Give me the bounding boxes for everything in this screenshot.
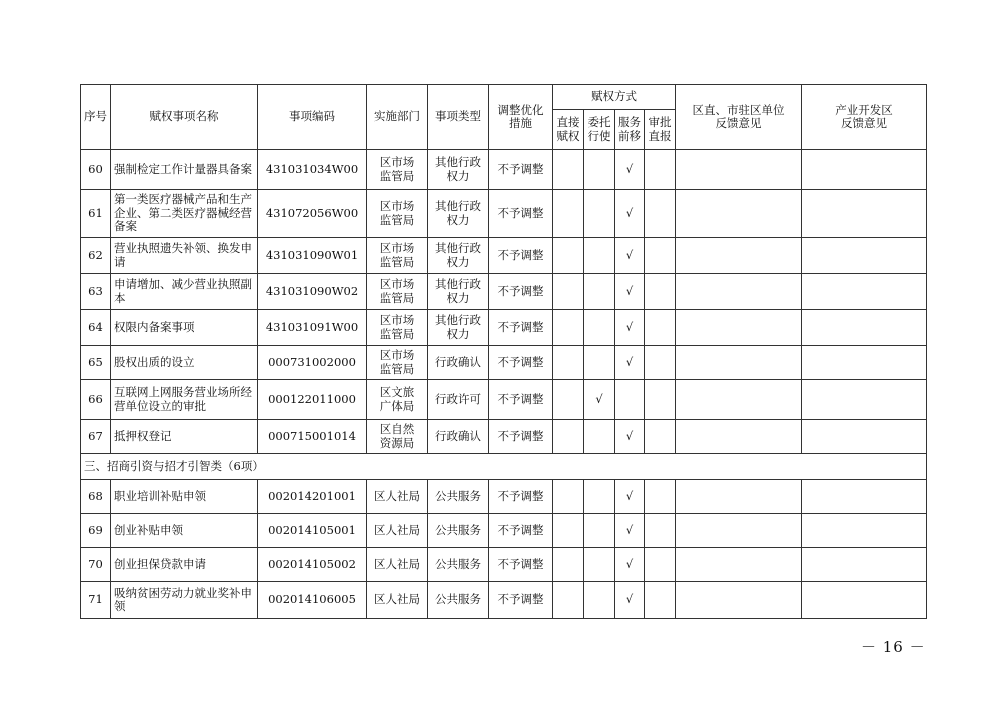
row-method-direct <box>553 346 584 380</box>
row-method-service: √ <box>615 274 645 310</box>
header-method: 赋权方式 <box>553 85 676 110</box>
row-code: 000715001014 <box>258 420 367 454</box>
row-name: 创业担保贷款申请 <box>111 548 258 582</box>
row-name: 营业执照遗失补领、换发申请 <box>111 238 258 274</box>
row-method-direct <box>553 310 584 346</box>
row-feedback-industry <box>802 150 927 190</box>
row-dept: 区人社局 <box>367 514 428 548</box>
row-dept: 区市场 监管局 <box>367 190 428 238</box>
row-feedback-district <box>676 514 802 548</box>
header-seq: 序号 <box>81 85 111 150</box>
row-method-direct <box>553 274 584 310</box>
row-feedback-industry <box>802 274 927 310</box>
row-seq: 63 <box>81 274 111 310</box>
row-name: 职业培训补贴申领 <box>111 480 258 514</box>
row-adjust: 不予调整 <box>489 582 553 619</box>
table-row <box>81 346 927 380</box>
row-code: 431031091W00 <box>258 310 367 346</box>
row-method-direct <box>553 582 584 619</box>
row-code: 002014201001 <box>258 480 367 514</box>
row-adjust: 不予调整 <box>489 310 553 346</box>
row-adjust: 不予调整 <box>489 190 553 238</box>
row-type: 其他行政 权力 <box>428 190 489 238</box>
row-method-service: √ <box>615 346 645 380</box>
row-method-report <box>645 420 676 454</box>
header-code: 事项编码 <box>258 85 367 150</box>
row-code: 000122011000 <box>258 380 367 420</box>
row-type: 公共服务 <box>428 582 489 619</box>
row-feedback-industry <box>802 310 927 346</box>
row-method-entrust: √ <box>584 380 615 420</box>
table-row <box>81 238 927 274</box>
row-method-service: √ <box>615 310 645 346</box>
row-method-entrust <box>584 310 615 346</box>
table-row <box>81 274 927 310</box>
table-row <box>81 582 927 619</box>
row-feedback-district <box>676 238 802 274</box>
row-method-direct <box>553 514 584 548</box>
row-feedback-industry <box>802 420 927 454</box>
row-method-entrust <box>584 514 615 548</box>
header-method-report: 审批 直报 <box>645 110 676 150</box>
row-name: 吸纳贫困劳动力就业奖补申领 <box>111 582 258 619</box>
row-feedback-industry <box>802 380 927 420</box>
page-number: － 16 － <box>861 638 926 656</box>
row-seq: 67 <box>81 420 111 454</box>
row-feedback-district <box>676 548 802 582</box>
row-dept: 区市场 监管局 <box>367 150 428 190</box>
row-type: 其他行政 权力 <box>428 310 489 346</box>
header-dept: 实施部门 <box>367 85 428 150</box>
row-adjust: 不予调整 <box>489 514 553 548</box>
row-adjust: 不予调整 <box>489 420 553 454</box>
section-heading: 三、招商引资与招才引智类（6项） <box>81 454 927 480</box>
row-method-report <box>645 190 676 238</box>
row-method-direct <box>553 238 584 274</box>
row-method-service: √ <box>615 420 645 454</box>
row-seq: 61 <box>81 190 111 238</box>
row-feedback-industry <box>802 238 927 274</box>
row-type: 行政确认 <box>428 420 489 454</box>
row-method-entrust <box>584 420 615 454</box>
row-method-entrust <box>584 274 615 310</box>
table-row <box>81 150 927 190</box>
row-name: 互联网上网服务营业场所经营单位设立的审批 <box>111 380 258 420</box>
row-type: 公共服务 <box>428 514 489 548</box>
table-row <box>81 420 927 454</box>
row-feedback-industry <box>802 346 927 380</box>
row-dept: 区市场 监管局 <box>367 346 428 380</box>
row-feedback-industry <box>802 480 927 514</box>
row-feedback-industry <box>802 514 927 548</box>
row-method-direct <box>553 380 584 420</box>
row-method-report <box>645 150 676 190</box>
row-feedback-district <box>676 150 802 190</box>
row-method-direct <box>553 150 584 190</box>
table-row <box>81 514 927 548</box>
row-method-report <box>645 274 676 310</box>
row-type: 其他行政 权力 <box>428 238 489 274</box>
row-seq: 65 <box>81 346 111 380</box>
row-adjust: 不予调整 <box>489 238 553 274</box>
row-feedback-district <box>676 190 802 238</box>
row-seq: 60 <box>81 150 111 190</box>
row-adjust: 不予调整 <box>489 274 553 310</box>
row-feedback-industry <box>802 548 927 582</box>
row-seq: 71 <box>81 582 111 619</box>
row-name: 权限内备案事项 <box>111 310 258 346</box>
row-method-entrust <box>584 238 615 274</box>
row-name: 第一类医疗器械产品和生产企业、第二类医疗器械经营备案 <box>111 190 258 238</box>
row-dept: 区自然 资源局 <box>367 420 428 454</box>
row-method-direct <box>553 190 584 238</box>
row-feedback-district <box>676 420 802 454</box>
row-method-report <box>645 380 676 420</box>
row-seq: 62 <box>81 238 111 274</box>
row-method-service <box>615 380 645 420</box>
row-method-service: √ <box>615 582 645 619</box>
row-seq: 69 <box>81 514 111 548</box>
row-type: 公共服务 <box>428 480 489 514</box>
row-dept: 区市场 监管局 <box>367 274 428 310</box>
row-method-service: √ <box>615 238 645 274</box>
row-method-entrust <box>584 582 615 619</box>
header-adjust: 调整优化 措施 <box>489 85 553 150</box>
row-type: 公共服务 <box>428 548 489 582</box>
row-adjust: 不予调整 <box>489 480 553 514</box>
row-method-report <box>645 346 676 380</box>
row-method-service: √ <box>615 480 645 514</box>
row-type: 其他行政 权力 <box>428 274 489 310</box>
table-row <box>81 310 927 346</box>
row-dept: 区人社局 <box>367 582 428 619</box>
row-code: 431072056W00 <box>258 190 367 238</box>
row-type: 行政确认 <box>428 346 489 380</box>
row-method-report <box>645 238 676 274</box>
row-adjust: 不予调整 <box>489 548 553 582</box>
item-table <box>80 84 927 619</box>
row-method-report <box>645 310 676 346</box>
row-method-direct <box>553 420 584 454</box>
row-name: 强制检定工作计量器具备案 <box>111 150 258 190</box>
row-feedback-district <box>676 346 802 380</box>
row-feedback-district <box>676 380 802 420</box>
row-type: 其他行政 权力 <box>428 150 489 190</box>
row-method-entrust <box>584 346 615 380</box>
row-feedback-district <box>676 310 802 346</box>
row-feedback-district <box>676 582 802 619</box>
table-row <box>81 548 927 582</box>
header-feedback-district: 区直、市驻区单位 反馈意见 <box>676 85 802 150</box>
row-name: 申请增加、减少营业执照副本 <box>111 274 258 310</box>
row-dept: 区文旅 广体局 <box>367 380 428 420</box>
row-method-entrust <box>584 480 615 514</box>
row-dept: 区人社局 <box>367 548 428 582</box>
row-dept: 区人社局 <box>367 480 428 514</box>
row-code: 431031090W02 <box>258 274 367 310</box>
table-row <box>81 190 927 238</box>
row-method-report <box>645 548 676 582</box>
row-method-service: √ <box>615 150 645 190</box>
row-type: 行政许可 <box>428 380 489 420</box>
row-dept: 区市场 监管局 <box>367 310 428 346</box>
row-method-report <box>645 514 676 548</box>
row-adjust: 不予调整 <box>489 150 553 190</box>
row-code: 000731002000 <box>258 346 367 380</box>
row-seq: 70 <box>81 548 111 582</box>
row-seq: 64 <box>81 310 111 346</box>
header-name: 赋权事项名称 <box>111 85 258 150</box>
row-method-service: √ <box>615 514 645 548</box>
row-code: 431031090W01 <box>258 238 367 274</box>
header-type: 事项类型 <box>428 85 489 150</box>
header-feedback-industry: 产业开发区 反馈意见 <box>802 85 927 150</box>
row-method-service: √ <box>615 190 645 238</box>
row-code: 002014105002 <box>258 548 367 582</box>
row-dept: 区市场 监管局 <box>367 238 428 274</box>
row-name: 创业补贴申领 <box>111 514 258 548</box>
row-method-direct <box>553 548 584 582</box>
row-method-report <box>645 480 676 514</box>
header-method-direct: 直接 赋权 <box>553 110 584 150</box>
row-method-direct <box>553 480 584 514</box>
row-seq: 66 <box>81 380 111 420</box>
row-code: 002014106005 <box>258 582 367 619</box>
row-feedback-industry <box>802 582 927 619</box>
row-adjust: 不予调整 <box>489 380 553 420</box>
row-adjust: 不予调整 <box>489 346 553 380</box>
row-method-entrust <box>584 548 615 582</box>
header-method-entrust: 委托 行使 <box>584 110 615 150</box>
header-method-service: 服务 前移 <box>615 110 645 150</box>
row-seq: 68 <box>81 480 111 514</box>
row-feedback-industry <box>802 190 927 238</box>
row-feedback-district <box>676 480 802 514</box>
row-code: 431031034W00 <box>258 150 367 190</box>
table-row <box>81 480 927 514</box>
row-method-service: √ <box>615 548 645 582</box>
row-feedback-district <box>676 274 802 310</box>
row-method-entrust <box>584 150 615 190</box>
row-code: 002014105001 <box>258 514 367 548</box>
row-name: 股权出质的设立 <box>111 346 258 380</box>
row-method-entrust <box>584 190 615 238</box>
row-name: 抵押权登记 <box>111 420 258 454</box>
row-method-report <box>645 582 676 619</box>
table-row <box>81 380 927 420</box>
